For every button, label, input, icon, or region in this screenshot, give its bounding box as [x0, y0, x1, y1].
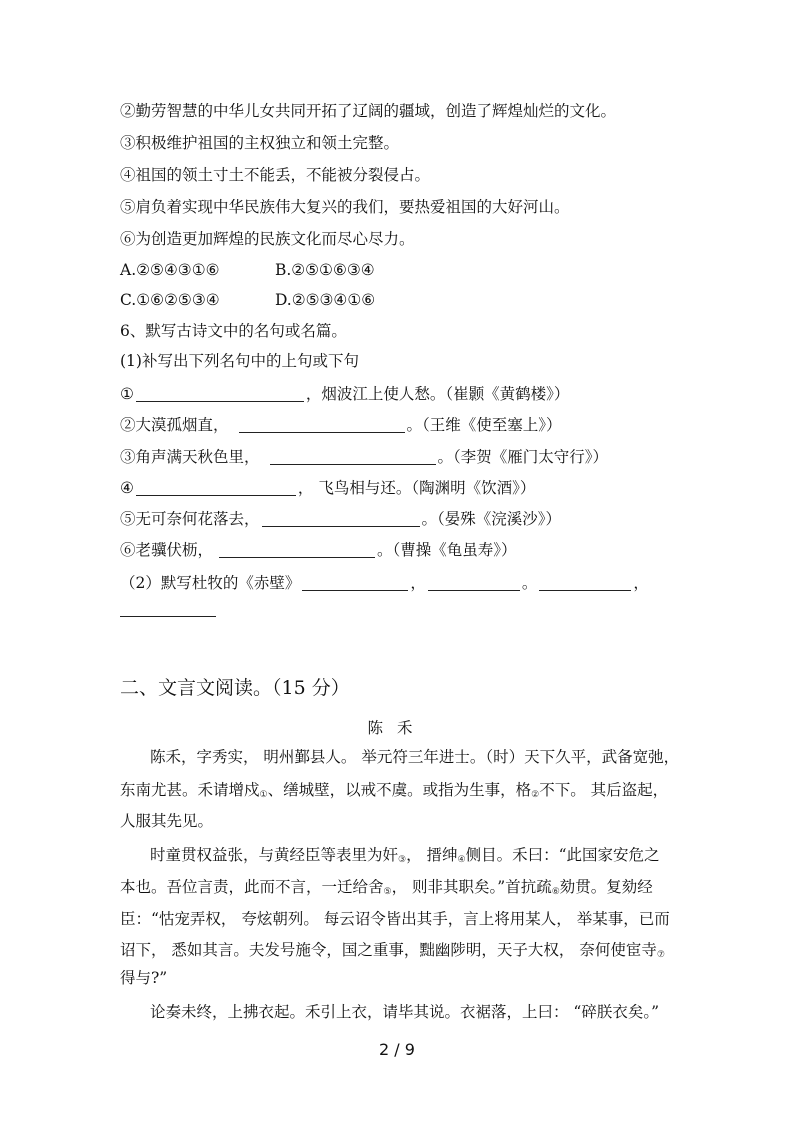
fill-blank-5[interactable]	[262, 511, 420, 527]
item-5: ⑤肩负着实现中华民族伟大复兴的我们，要热爱祖国的大好河山。	[120, 198, 570, 216]
fill-line-5: ⑤无可奈何花落去， 。（晏殊《浣溪沙》）	[120, 510, 562, 528]
question-6-sub2: （2）默写杜牧的《赤壁》 ， 。 ，	[120, 574, 649, 592]
options-row-1	[120, 260, 680, 280]
fill-line-6: ⑥老骥伏枥， 。（曹操《龟虽寿》）	[120, 541, 517, 559]
section-2-heading: 二、文言文阅读。（15 分）	[120, 677, 350, 699]
poem-blank-4[interactable]	[120, 616, 216, 617]
fill-line-1: ① ，烟波江上使人愁。（崔颢《黄鹤楼》）	[120, 385, 570, 403]
fill-blank-6[interactable]	[219, 542, 375, 558]
passage-line: 诏下， 悉如其言。夫发号施令，国之重事，黜幽陟明，天子大权， 奈何使宦寺$_⑦$	[120, 941, 665, 960]
fill-blank-3[interactable]	[270, 449, 436, 465]
poem-blank-1[interactable]	[302, 575, 408, 591]
passage-title: 陈禾	[367, 719, 427, 737]
passage-line: 臣：“怙宠弄权， 夸炫朝列。 每云诏令皆出其手，言上将用某人， 举某事，已而	[120, 910, 670, 928]
item-2: ②勤劳智慧的中华儿女共同开拓了辽阔的疆域，创造了辉煌灿烂的文化。	[120, 102, 617, 120]
fill-blank-1[interactable]	[136, 386, 304, 402]
option-a: A.②⑤④③①⑥	[120, 261, 220, 279]
options-row-2	[120, 290, 680, 310]
footnote-marker: ②	[531, 790, 540, 800]
fill-line-3: ③角声满天秋色里， 。（李贺《雁门太守行》）	[120, 448, 609, 466]
fill-blank-2[interactable]	[239, 417, 405, 433]
footnote-marker: ⑤	[383, 887, 392, 897]
question-6-sub1: (1)补写出下列名句中的上句或下句	[120, 352, 359, 370]
footnote-marker: ①	[259, 790, 268, 800]
footnote-marker: ④	[457, 855, 466, 865]
passage-line: 论奏未终，上拂衣起。禾引上衣，请毕其说。衣裾落，上曰： “碎朕衣矣。”	[150, 1003, 660, 1021]
passage-line: 得与?”	[120, 969, 168, 987]
item-6: ⑥为创造更加辉煌的民族文化而尽心尽力。	[120, 230, 415, 248]
footnote-marker: ③	[398, 855, 407, 865]
passage-line: 时童贯权益张，与黄经臣等表里为奸$_③$， 搢绅$_④$侧目。禾曰：“此国家安危之	[150, 846, 660, 865]
fill-line-4: ④ ， 飞鸟相与还。（陶渊明《饮酒》）	[120, 479, 536, 497]
question-6-title: 6、默写古诗文中的名句或名篇。	[120, 322, 347, 340]
passage-line: 本也。吾位言责，此而不言，一迁给舍$_⑤$， 则非其职矣。”首抗疏$_⑥$劾贯。复劾经	[120, 878, 653, 897]
item-4: ④祖国的领土寸土不能丢，不能被分裂侵占。	[120, 166, 431, 184]
fill-line-2: ②大漠孤烟直， 。（王维《使至塞上》）	[120, 416, 562, 434]
footnote-marker: ⑦	[656, 950, 665, 960]
passage-line: 陈禾，字秀实， 明州鄞县人。 举元符三年进士。（时）天下久平，武备宽弛，	[150, 748, 680, 766]
fill-blank-4[interactable]	[136, 480, 296, 496]
passage-line: 人服其先见。	[120, 812, 214, 830]
poem-blank-2[interactable]	[428, 575, 520, 591]
option-d: D.②⑤③④①⑥	[274, 291, 376, 309]
poem-blank-3[interactable]	[539, 575, 631, 591]
option-c: C.①⑥②⑤③④	[120, 291, 220, 309]
item-3: ③积极维护祖国的主权独立和领土完整。	[120, 134, 400, 152]
footnote-marker: ⑥	[551, 887, 560, 897]
option-b: B.②⑤①⑥③④	[274, 261, 375, 279]
passage-line: 东南尤甚。禾请增戍$_①$、缮城壁，以戒不虞。或指为生事，格$_②$不下。 其后盗起，	[120, 781, 669, 800]
page-number: 2 / 9	[379, 1040, 415, 1059]
